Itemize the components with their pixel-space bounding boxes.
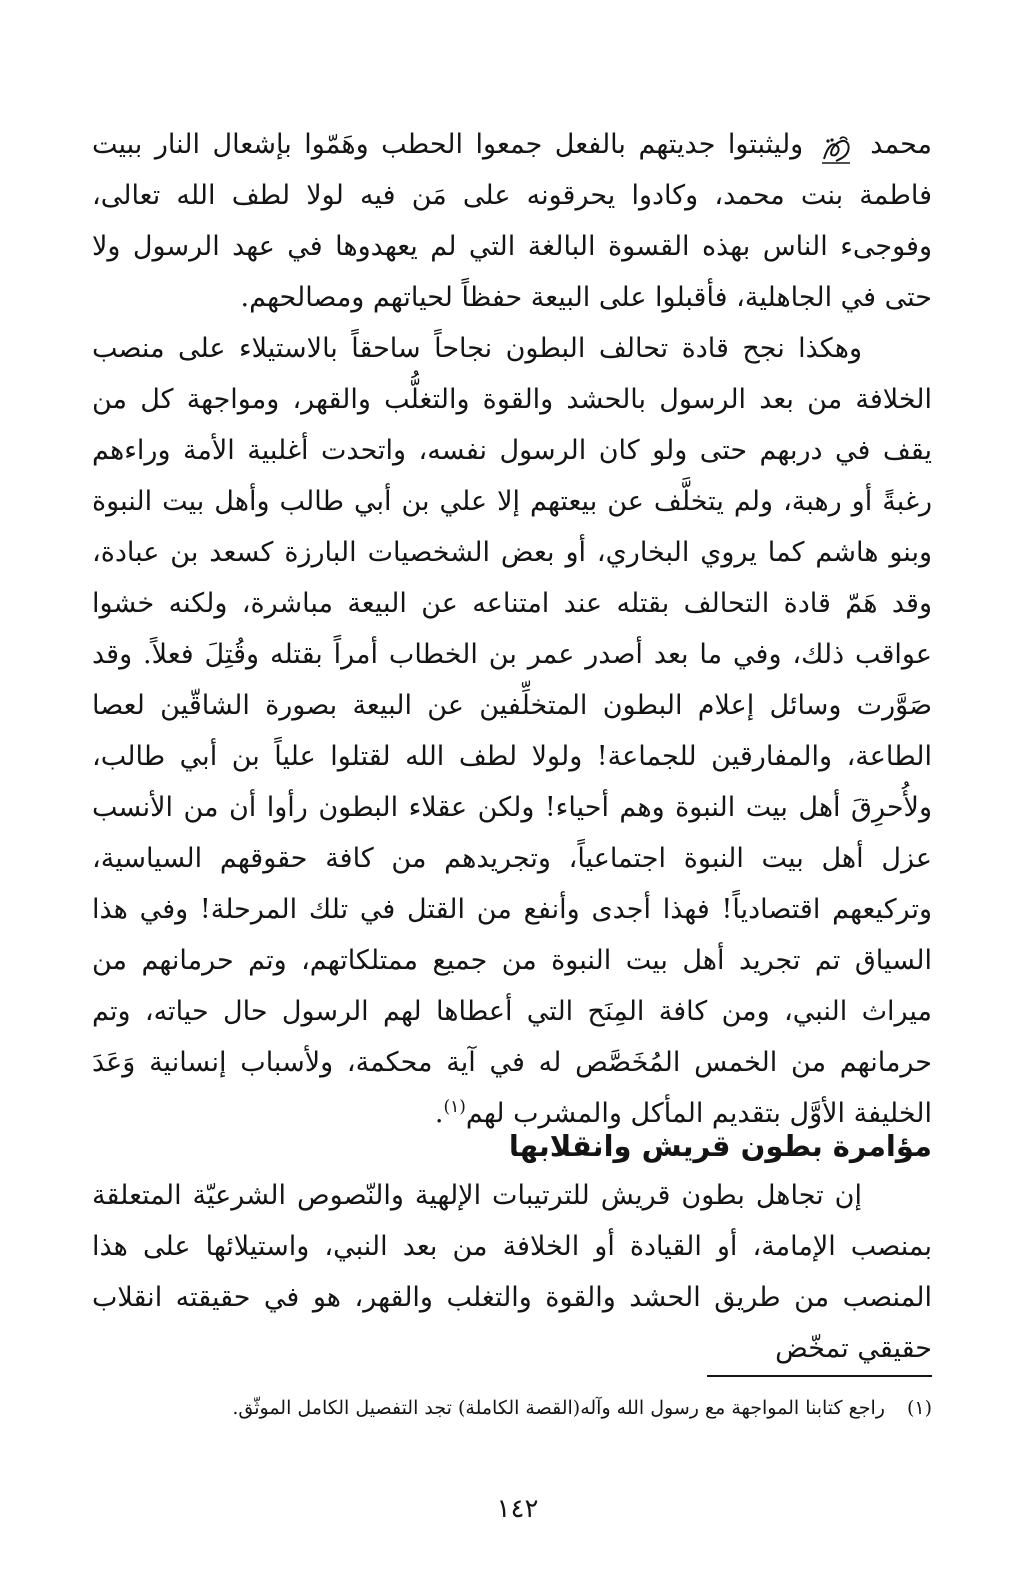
footnote-text: راجع كتابنا المواجهة مع رسول الله وآله(القصة الكاملة) تجد التفصيل الكامل الموثّق. <box>232 1397 885 1419</box>
body-text <box>92 119 932 1139</box>
footnote-divider <box>707 1375 932 1377</box>
paragraph-1-start: محمد <box>870 129 932 160</box>
body-text-section <box>92 1170 932 1374</box>
footnote <box>112 1391 932 1425</box>
paragraph-2-body: وهكذا نجح قادة تحالف البطون نجاحاً ساحقاً بالاستيلاء على منصب الخلافة من بعد الرسول بالحشد والقوة والتغلُّب والقهر، ومواجهة كل من يقف في دربهم حتى ولو كان الرسول نفسه، واتحدت أغلبية الأمة وراءهم رغبةً أو رهبة، ولم يتخلَّف عن بيعتهم إلا علي بن أبي طالب وأهل بيت النبوة وبنو هاشم كما يروي البخاري، أو بعض الشخصيات البارزة كسعد بن عبادة، وقد هَمّ قادة التحالف بقتله عند امتناعه عن البيعة مباشرة، ولكنه خشوا عواقب ذلك، وفي ما بعد أصدر عمر بن الخطاب أمراً بقتله وقُتِلَ فعلاً. وقد صَوَّرت وسائل إعلام البطون المتخلِّفين عن البيعة بصورة الشاقّين لعصا الطاعة، والمفارقين للجماعة! ولولا لطف الله لقتلوا علياً بن أبي طالب، ولأُحرِقَ أهل بيت النبوة وهم أحياء! ولكن عقلاء البطون رأوا أن من الأنسب عزل أهل بيت النبوة اجتماعياً، وتجريدهم من كافة حقوقهم السياسية، وتركيعهم اقتصادياً! فهذا أجدى وأنفع من القتل في تلك المرحلة! وفي هذا السياق تم تجريد أهل بيت النبوة من جميع ممتلكاتهم، وتم حرمانهم من ميراث النبي، ومن كافة المِنَح التي أعطاها لهم الرسول حال حياته، وتم حرمانهم من الخمس المُخَصَّص له في آية محكمة، ولأسباب إنسانية وَعَدَ الخليفة الأوَّل بتقديم المأكل والمشرب لهم <box>92 333 932 1129</box>
paragraph-1 <box>92 119 932 323</box>
footnote-number: (١) <box>906 1397 932 1419</box>
paragraph-1-body: وليثبتوا جديتهم بالفعل جمعوا الحطب وهَمّوا بإشعال النار ببيت فاطمة بنت محمد، وكادوا يحرقونه على مَن فيه لولا لطف الله تعالى، وفوجىء الناس بهذه القسوة البالغة التي لم يعهدوها في عهد الرسول ولا حتى في الجاهلية، فأقبلوا على البيعة حفظاً لحياتهم ومصالحهم. <box>92 129 932 313</box>
salawat-ligature-icon <box>820 131 854 161</box>
paragraph-2 <box>92 323 932 1139</box>
paragraph-2-end: . <box>434 1098 444 1129</box>
footnote-reference: (١) <box>443 1097 466 1117</box>
page-number: ١٤٢ <box>496 1494 539 1524</box>
paragraph-3: إن تجاهل بطون قريش للترتيبات الإلهية والنّصوص الشرعيّة المتعلقة بمنصب الإمامة، أو القيادة أو الخلافة من بعد النبي، واستيلائها على هذا المنصب من طريق الحشد والقوة والتغلب والقهر، هو في حقيقته انقلاب حقيقي تمخّض <box>92 1180 932 1364</box>
section-heading: مؤامرة بطون قريش وانقلابها <box>508 1129 932 1163</box>
